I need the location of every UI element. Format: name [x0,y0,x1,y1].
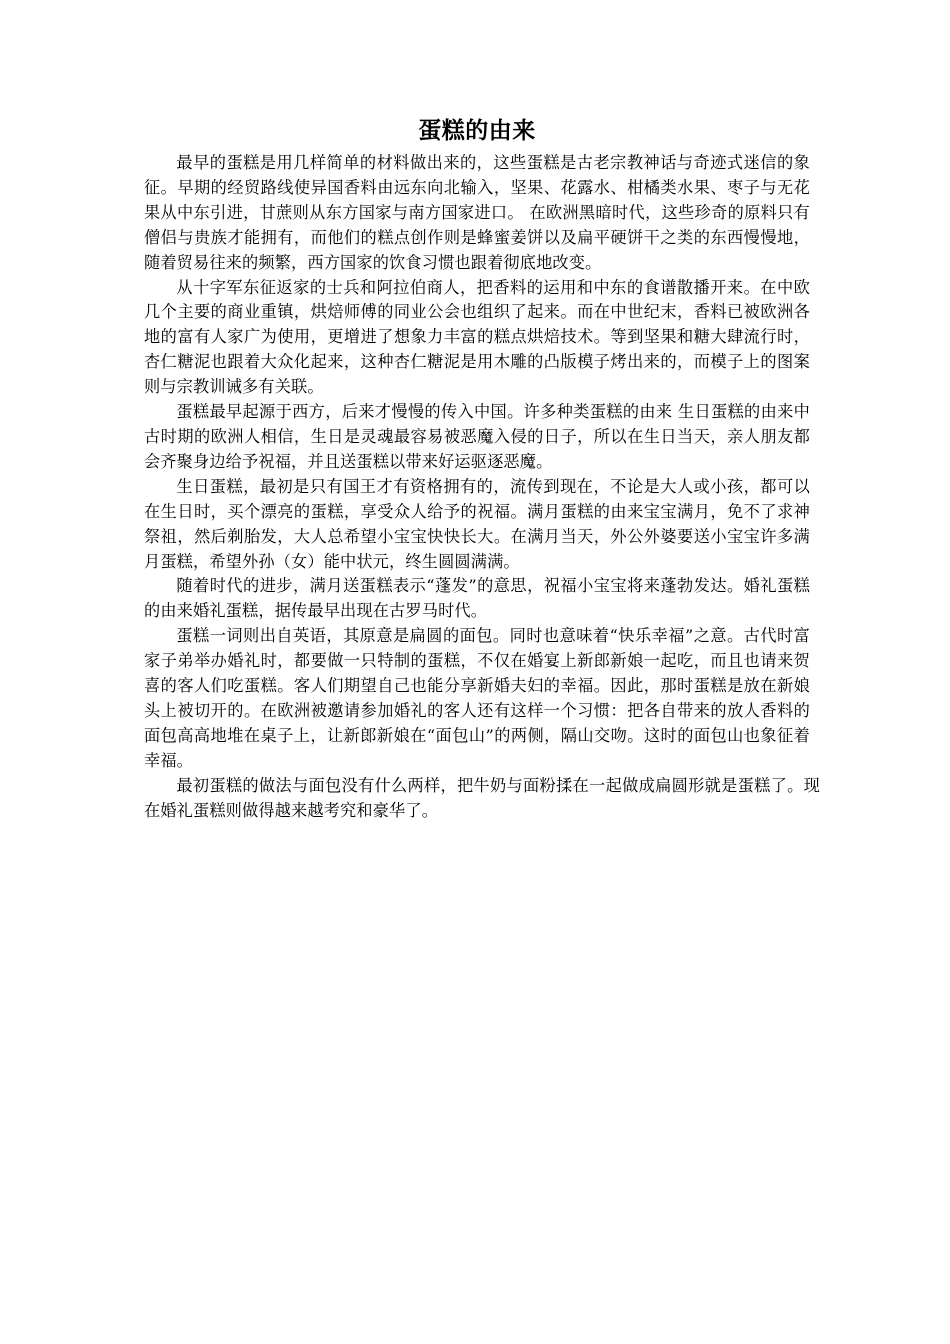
paragraph-cake-word: 蛋糕一词则出自英语，其原意是扁圆的面包。同时也意味着“快乐幸福”之意。古代时富家子弟举办婚礼时，都要做一只特制的蛋糕，不仅在婚宴上新郎新娘一起吃，而且也请来贺喜的客人们吃蛋糕。客人们期望自己也能分享新婚夫妇的幸福。因此，那时蛋糕是放在新娘头上被切开的。在欧洲被邀请参加婚礼的客人还有这样一个习惯：把各自带来的放人香料的面包高高地堆在桌子上，让新郎新娘在“面包山”的两侧，隔山交吻。这时的面包山也象征着幸福。 [144,626,810,770]
paragraph-birthday-origin: 蛋糕最早起源于西方，后来才慢慢的传入中国。许多种类蛋糕的由来 生日蛋糕的由来中古时期的欧洲人相信，生日是灵魂最容易被恶魔入侵的日子，所以在生日当天，亲人朋友都会齐聚身边给予祝福，并且送蛋糕以带来好运驱逐恶魔。 [144,402,810,471]
document-page [144,114,820,823]
paragraph-early-method: 最初蛋糕的做法与面包没有什么两样，把牛奶与面粉揉在一起做成扁圆形就是蛋糕了。现在婚礼蛋糕则做得越来越考究和豪华了。 [144,775,820,820]
paragraph-birthday-full-month: 生日蛋糕，最初是只有国王才有资格拥有的，流传到现在，不论是大人或小孩，都可以在生日时，买个漂亮的蛋糕，享受众人给予的祝福。满月蛋糕的由来宝宝满月，免不了求神祭祖，然后剃胎发，大人总希望小宝宝快快长大。在满月当天，外公外婆要送小宝宝许多满月蛋糕，希望外孙（女）能中状元，终生圆圆满满。 [144,476,810,571]
paragraph-wedding-origin: 随着时代的进步，满月送蛋糕表示“蓬发”的意思，祝福小宝宝将来蓬勃发达。婚礼蛋糕的由来婚礼蛋糕，据传最早出现在古罗马时代。 [144,576,810,621]
paragraph-origin: 最早的蛋糕是用几样简单的材料做出来的，这些蛋糕是古老宗教神话与奇迹式迷信的象征。早期的经贸路线使异国香料由远东向北输入，坚果、花露水、柑橘类水果、枣子与无花果从中东引进，甘蔗则从东方国家与南方国家进口。 在欧洲黑暗时代，这些珍奇的原料只有僧侣与贵族才能拥有，而他们的糕点创作则是蜂蜜姜饼以及扁平硬饼干之类的东西慢慢地，随着贸易往来的频繁，西方国家的饮食习惯也跟着彻底地改变。 [144,153,810,272]
paragraph-crusades: 从十字军东征返家的士兵和阿拉伯商人，把香料的运用和中东的食谱散播开来。在中欧几个主要的商业重镇，烘焙师傅的同业公会也组织了起来。而在中世纪末，香料已被欧洲各地的富有人家广为使用，更增进了想象力丰富的糕点烘焙技术。等到坚果和糖大肆流行时，杏仁糖泥也跟着大众化起来，这种杏仁糖泥是用木雕的凸版模子烤出来的，而模子上的图案则与宗教训诫多有关联。 [144,277,810,397]
document-title: 蛋糕的由来 [418,118,536,144]
